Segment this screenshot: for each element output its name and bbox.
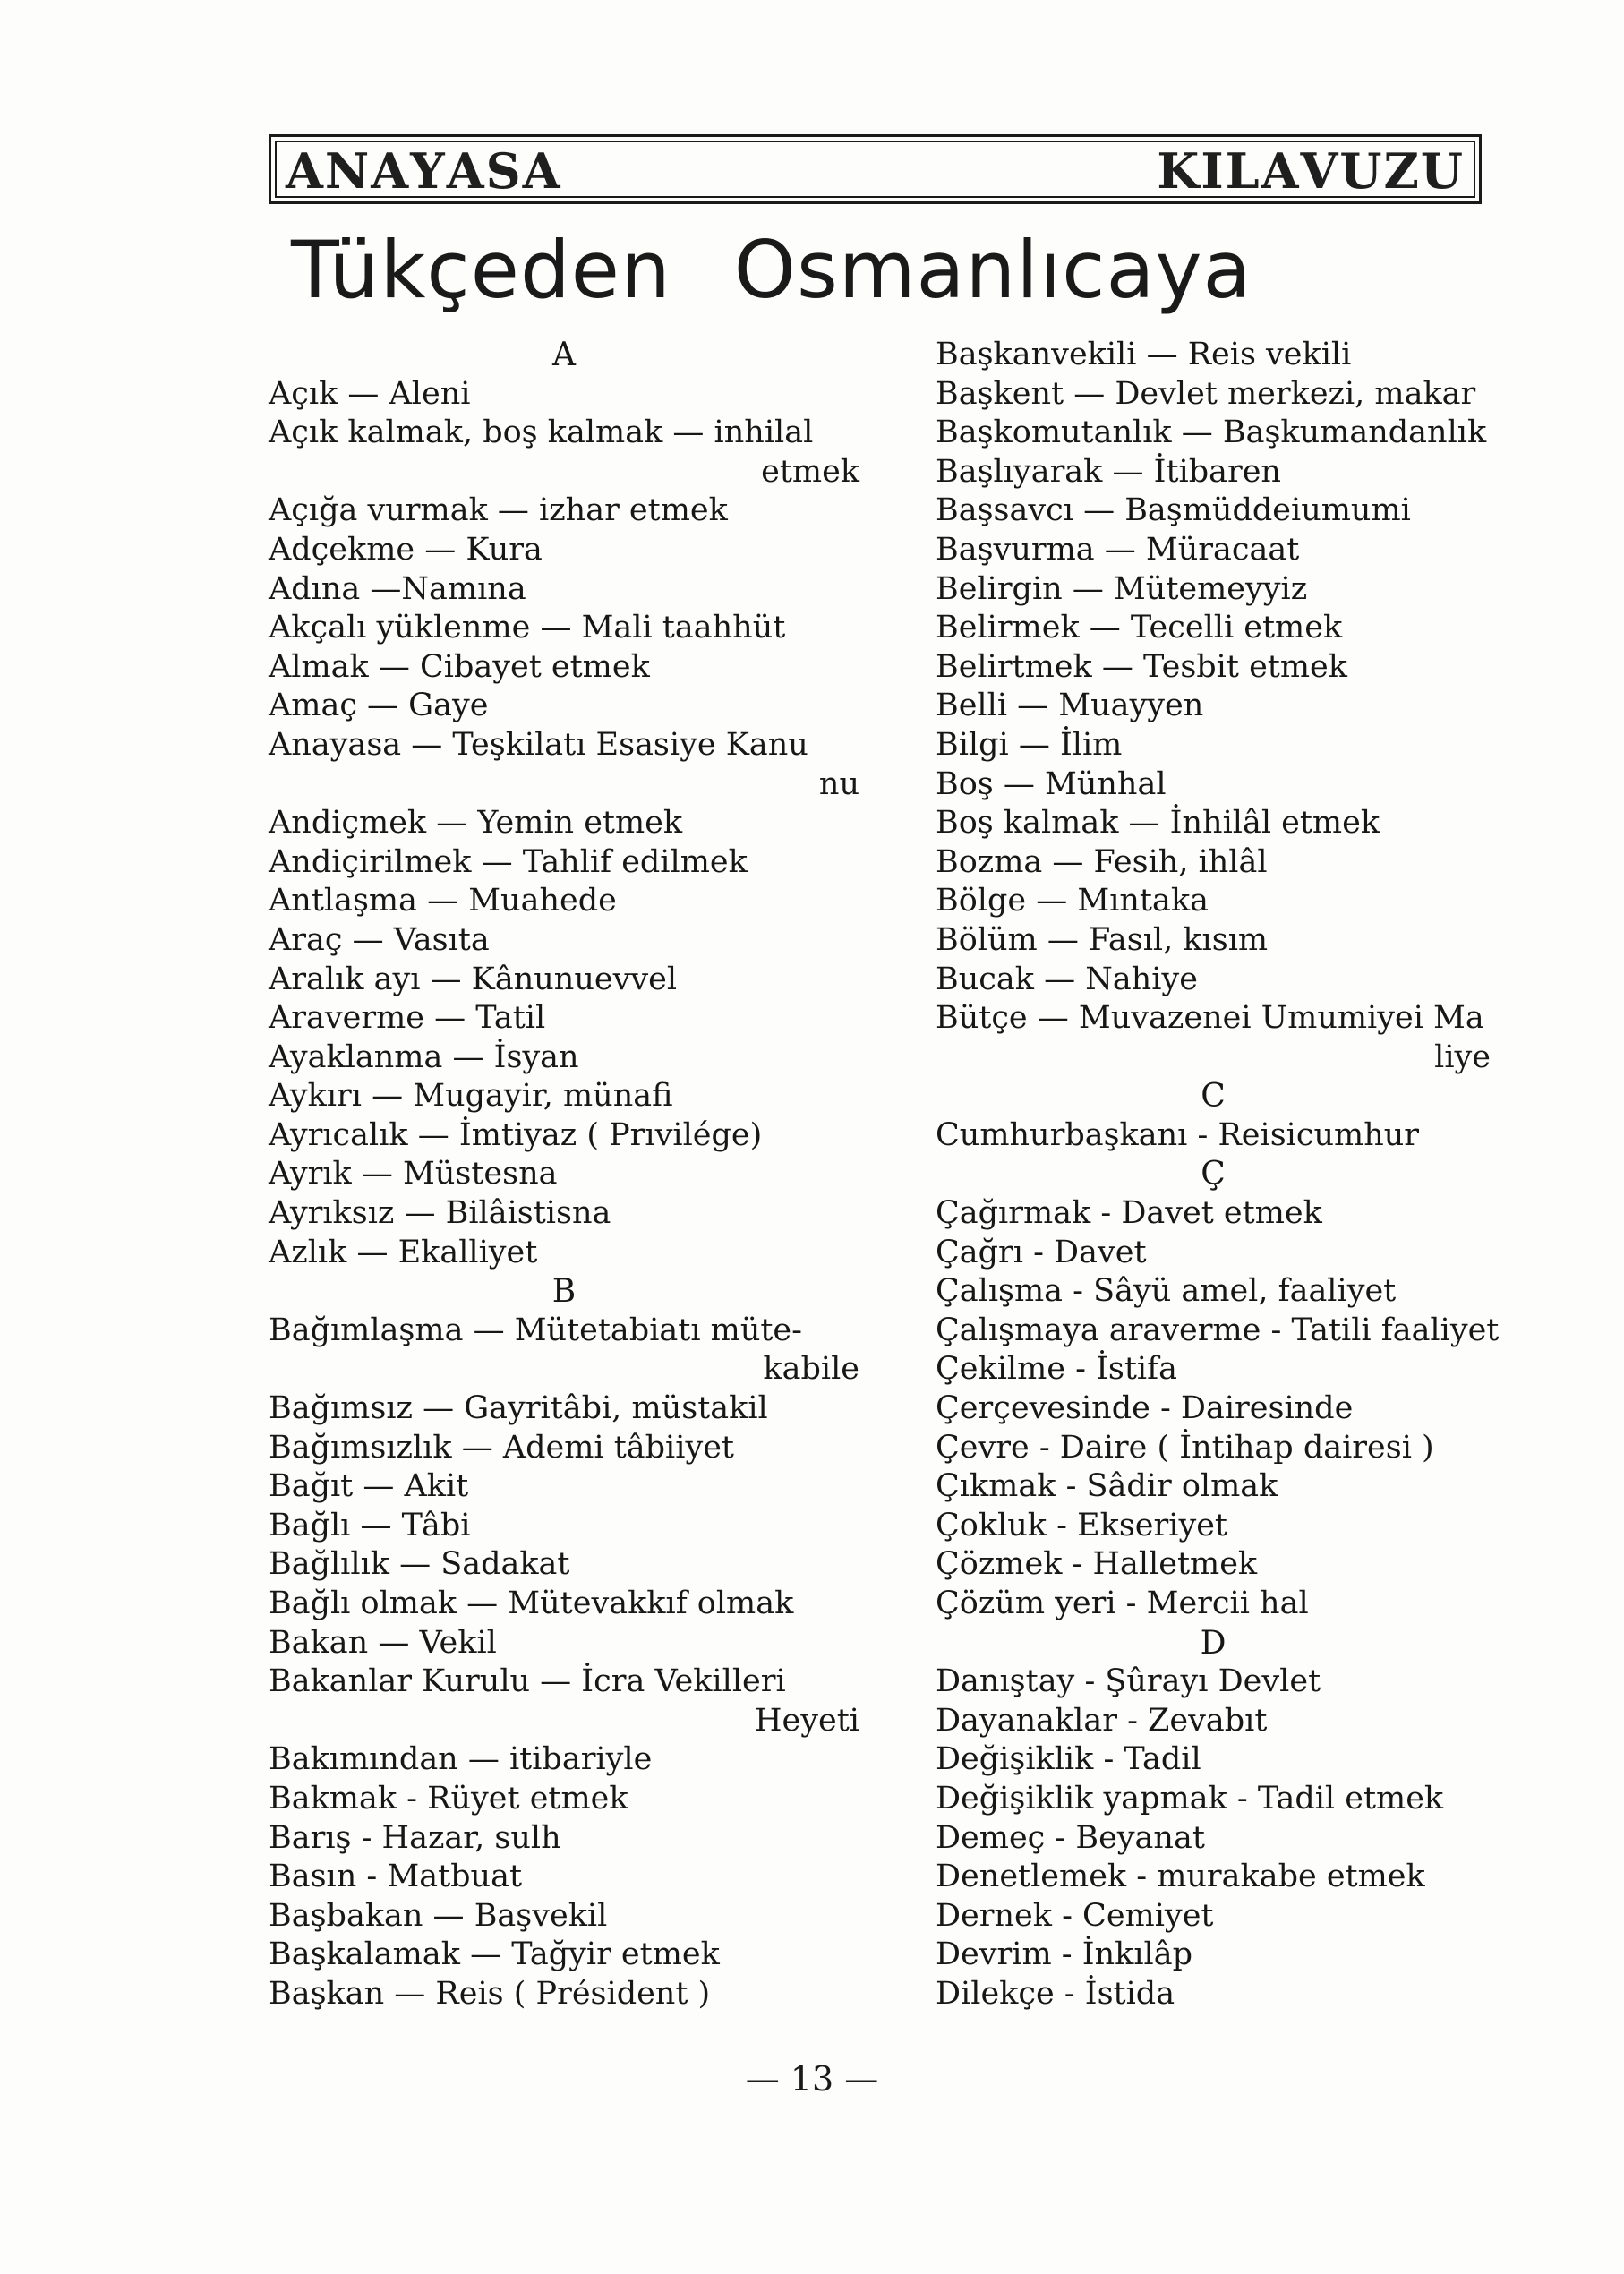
glossary-entry: Adçekme — Kura <box>269 531 543 568</box>
section-letter: C <box>1201 1078 1226 1116</box>
banner-letter: N <box>324 142 372 200</box>
banner-letter: A <box>522 142 562 200</box>
glossary-entry: Azlık — Ekalliyet <box>269 1234 538 1270</box>
section-letter: A <box>552 337 576 373</box>
glossary-entry: Başlıyarak — İtibaren <box>936 453 1281 490</box>
glossary-entry: Demeç - Beyanat <box>936 1819 1205 1856</box>
banner-letter: I <box>1201 142 1226 200</box>
glossary-entry: Çokluk - Ekseriyet <box>936 1507 1227 1543</box>
banner-letter: U <box>1420 142 1465 200</box>
glossary-entry: Başkent — Devlet merkezi, makar <box>936 375 1476 412</box>
subtitle-word: Osmanlıcaya <box>733 224 1252 316</box>
glossary-entry: Bağımsız — Gayritâbi, müstakil <box>269 1390 768 1427</box>
glossary-entry: Amaç — Gaye <box>269 688 489 724</box>
subtitle-word: Tükçeden <box>291 224 671 316</box>
page-number: — 13 — <box>745 2059 879 2099</box>
glossary-entry: Belirgin — Mütemeyyiz <box>936 570 1308 607</box>
glossary-entry: Belirmek — Tecelli etmek <box>936 610 1343 646</box>
left-column <box>269 336 859 2014</box>
right-column <box>936 336 1500 2014</box>
glossary-entry: Açık kalmak, boş kalmak — inhilal <box>269 415 814 451</box>
glossary-entry: Araç — Vasıta <box>269 921 490 958</box>
glossary-entry: Danıştay - Şûrayı Devlet <box>936 1663 1321 1700</box>
glossary-entry: Dilekçe - İstida <box>936 1975 1175 2012</box>
glossary-entry: Açık — Aleni <box>269 375 471 412</box>
title-banner <box>269 134 1482 204</box>
banner-letter: K <box>1157 142 1201 200</box>
glossary-entry: Başvurma — Müracaat <box>936 531 1300 568</box>
glossary-entry: Ayrık — Müstesna <box>269 1156 558 1193</box>
glossary-entry: Bağıt — Akit <box>269 1468 469 1505</box>
glossary-entry: Denetlemek - murakabe etmek <box>936 1859 1425 1895</box>
glossary-entry: Cumhurbaşkanı - Reisicumhur <box>936 1116 1420 1153</box>
banner-letter: A <box>1261 142 1301 200</box>
banner-letter: Z <box>1383 142 1421 200</box>
banner-letter: A <box>371 142 411 200</box>
glossary-entry: Çözüm yeri - Mercii hal <box>936 1586 1309 1621</box>
glossary-entry: Değişiklik - Tadil <box>936 1741 1201 1778</box>
glossary-entry: Dernek - Cemiyet <box>936 1897 1214 1934</box>
glossary-entry: Çerçevesinde - Dairesinde <box>936 1390 1354 1427</box>
banner-title <box>271 142 1479 200</box>
entry-continuation: Heyeti <box>755 1702 859 1739</box>
entry-continuation: liye <box>1434 1039 1491 1075</box>
glossary-entry: Çekilme - İstifa <box>936 1351 1177 1388</box>
glossary-entry: Başkan — Reis ( Président ) <box>269 1975 711 2012</box>
banner-letter: A <box>446 142 486 200</box>
glossary-entry: Almak — Cibayet etmek <box>269 648 650 685</box>
glossary-entry: Çalışmaya araverme - Tatili faaliyet <box>936 1312 1500 1348</box>
glossary-entry: Bakanlar Kurulu — İcra Vekilleri <box>269 1663 786 1700</box>
glossary-entry: Bakımından — itibariyle <box>269 1741 653 1778</box>
glossary-entry: Boş kalmak — İnhilâl etmek <box>936 805 1380 842</box>
glossary-entry: Belirtmek — Tesbit etmek <box>936 648 1347 685</box>
glossary-entry: Bozma — Fesih, ihlâl <box>936 843 1268 880</box>
glossary-entry: Çözmek - Halletmek <box>936 1546 1258 1583</box>
glossary-entry: Açığa vurmak — izhar etmek <box>269 492 728 529</box>
glossary-entry: Bütçe — Muvazenei Umumiyei Ma <box>936 1000 1484 1037</box>
glossary-entry: Değişiklik yapmak - Tadil etmek <box>936 1780 1444 1817</box>
banner-letter: V <box>1300 142 1340 200</box>
banner-letter: A <box>286 142 325 200</box>
glossary-entry: Çıkmak - Sâdir olmak <box>936 1468 1278 1505</box>
glossary-entry: Çevre - Daire ( İntihap dairesi ) <box>936 1429 1434 1466</box>
glossary-entry: Bölge — Mıntaka <box>936 883 1209 919</box>
glossary-entry: Aykırı — Mugayir, münafi <box>269 1078 673 1115</box>
glossary-entry: Bağlı olmak — Mütevakkıf olmak <box>269 1586 794 1621</box>
glossary-entry: Çağırmak - Davet etmek <box>936 1195 1322 1232</box>
entry-continuation: nu <box>818 765 859 802</box>
section-letter: D <box>1200 1624 1227 1662</box>
glossary-entry: Başkomutanlık — Başkumandanlık <box>936 415 1487 451</box>
banner-letter: Y <box>410 142 447 200</box>
glossary-entry: Andiçirilmek — Tahlif edilmek <box>269 843 748 880</box>
glossary-entry: Çalışma - Sâyü amel, faaliyet <box>936 1273 1397 1310</box>
glossary-entry: Ayrıksız — Bilâistisna <box>269 1195 611 1232</box>
glossary-entry: Ayrıcalık — İmtiyaz ( Prıvilége) <box>269 1116 763 1153</box>
glossary-entry: Antlaşma — Muahede <box>269 883 617 919</box>
glossary-entry: Bağımsızlık — Ademi tâbiiyet <box>269 1429 734 1466</box>
page-subtitle <box>291 224 1252 316</box>
glossary-entry: Belli — Muayyen <box>936 688 1204 724</box>
glossary-entry: Bağlılık — Sadakat <box>269 1546 570 1583</box>
glossary-entry: Devrim - İnkılâp <box>936 1936 1192 1973</box>
glossary-entry: Basın - Matbuat <box>269 1859 523 1895</box>
section-letter: Ç <box>1201 1156 1226 1193</box>
glossary-entry: Boş — Münhal <box>936 765 1167 802</box>
glossary-entry: Başkanvekili — Reis vekili <box>936 337 1352 372</box>
glossary-entry: Çağrı - Davet <box>936 1234 1147 1270</box>
glossary-entry: Bilgi — İlim <box>936 726 1123 763</box>
glossary-entry: Barış - Hazar, sulh <box>269 1819 561 1856</box>
glossary-entry: Bucak — Nahiye <box>936 961 1198 997</box>
banner-letter: U <box>1339 142 1384 200</box>
banner-letter: L <box>1225 142 1261 200</box>
glossary-entry: Anayasa — Teşkilatı Esasiye Kanu <box>269 726 808 763</box>
glossary-entry: Bakan — Vekil <box>269 1624 497 1661</box>
glossary-entry: Başbakan — Başvekil <box>269 1897 608 1934</box>
glossary-entry: Andiçmek — Yemin etmek <box>269 805 683 842</box>
glossary-entry: Bağımlaşma — Mütetabiatı müte- <box>269 1312 802 1348</box>
banner-letter: S <box>485 142 523 200</box>
glossary-entry: Araverme — Tatil <box>269 1000 546 1037</box>
glossary-entry: Bakmak - Rüyet etmek <box>269 1780 628 1817</box>
entry-continuation: kabile <box>763 1351 859 1388</box>
glossary-entry: Dayanaklar - Zevabıt <box>936 1702 1268 1739</box>
glossary-entry: Adına —Namına <box>269 570 526 607</box>
glossary-entry: Akçalı yüklenme — Mali taahhüt <box>269 610 786 646</box>
glossary-entry: Bölüm — Fasıl, kısım <box>936 921 1269 958</box>
glossary-entry: Bağlı — Tâbi <box>269 1507 471 1543</box>
glossary-entry: Başsavcı — Başmüddeiumumi <box>936 492 1411 529</box>
glossary-entry: Başkalamak — Tağyir etmek <box>269 1936 720 1973</box>
glossary-entry: Aralık ayı — Kânunuevvel <box>269 961 678 997</box>
glossary-entry: Ayaklanma — İsyan <box>269 1039 579 1075</box>
entry-continuation: etmek <box>761 453 859 490</box>
section-letter: B <box>551 1273 577 1311</box>
